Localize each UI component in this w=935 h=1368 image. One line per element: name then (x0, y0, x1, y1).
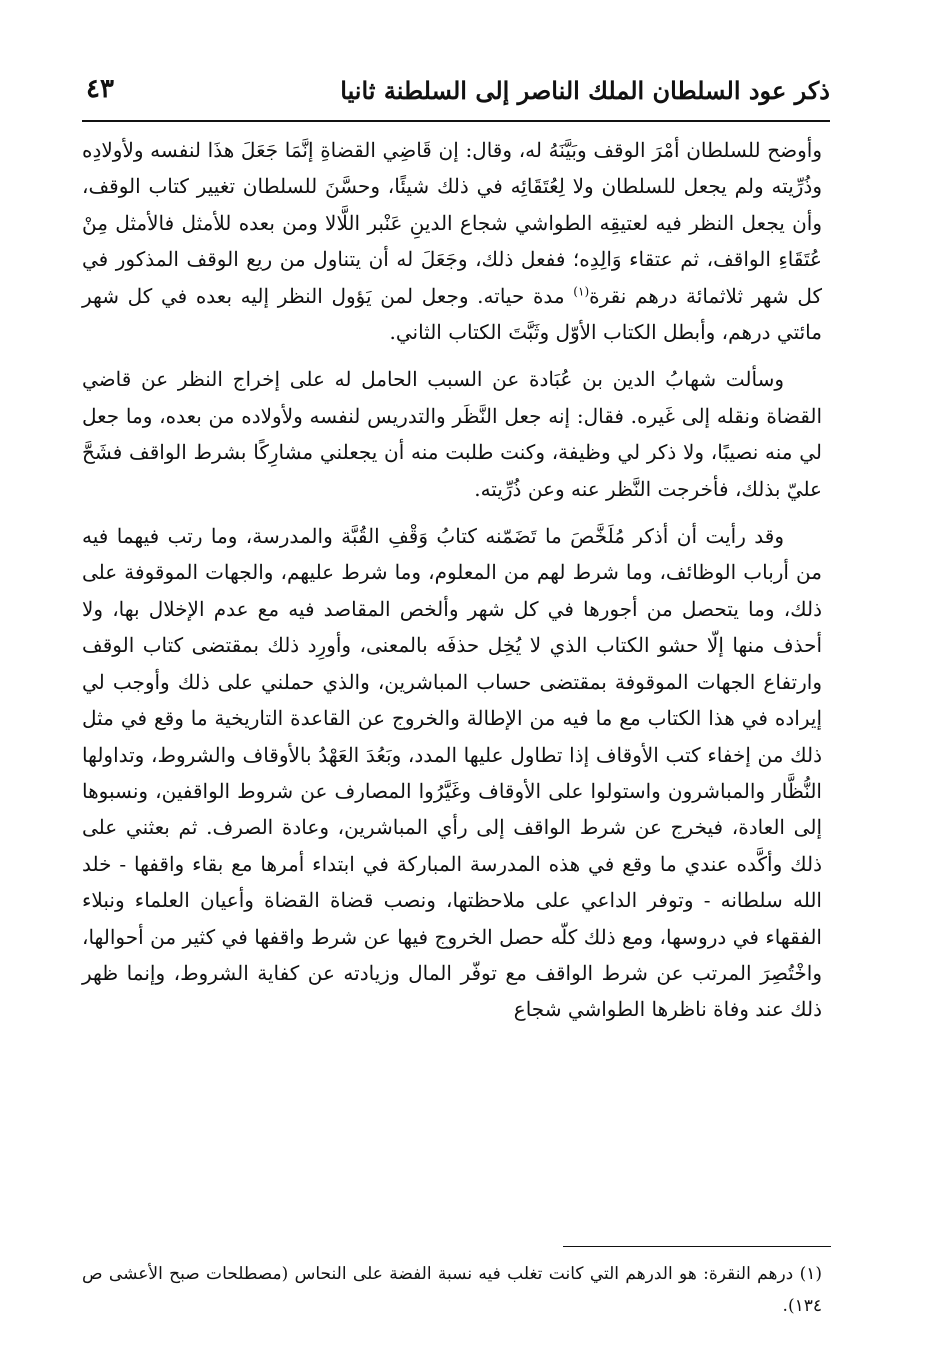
footnote-reference: (١) (573, 283, 590, 298)
footnote-divider (563, 1246, 831, 1247)
paragraph-1-text-a: وأوضح للسلطان أمْرَ الوقف وبَيَّنَهُ له، وقال: إن قَاضِي القضاةِ إنَّمَا جَعَلَ هذَا لنفسه ولأولادِه وذُرِّيته ولم يجعل للسلطان ولا لِعُتَقَائِه في ذلك شيئًا، وحسَّنَ للسلطان تغيير كتاب الوقف، وأن يجعل النظر فيه لعتيقِه الطواشي شجاع الدينِ عَنْبر اللَّالا ومن بعده للأمثل فالأمثل مِنْ عُتَقَاءِ الواقف، ثم عتقاء وَالِدِه؛ ففعل ذلك، وجَعَلَ له أن يتناول من ريع الوقف المذكور في كل شهر ثلاثمائة درهم نقرة (82, 138, 822, 308)
running-header (82, 70, 830, 114)
paragraph-1-text-b: مدة حياته. وجعل لمن يَؤول النظر إليه بعده في كل شهر مائتي درهم، وأبطل الكتاب الأوّل وثَبَّتَ الكتاب الثاني. (82, 283, 822, 345)
paragraph-1 (82, 132, 822, 350)
paragraph-3: وقد رأيت أن أذكر مُلَخَّصَ ما تَضَمّنه كتابُ وَقْفِ القُبَّة والمدرسة، وما رتب فيهما فيه من أرباب الوظائف، وما شرط لهم من المعلوم، وما شرط عليهم، والجهات الموقوفة على ذلك، وما يتحصل من أجورها في كل شهر وألخص المقاصد فيه مع عدم الإخلال بها، ولا أحذف منها إلّا حشو الكتاب الذي لا يُخِل حذفَه بالمعنى، وأورِد ذلك بمقتضى كتاب الوقف وارتفاع الجهات الموقوفة بمقتضى حساب المباشرين، والذي حملني على ذلك وأوجب لي إيراده في هذا الكتاب مع ما فيه من الإطالة والخروج عن القاعدة التاريخية ما وقع في مثل ذلك من إخفاء كتب الأوقاف إذا تطاول عليها المدد، وبَعُدَ العَهْدُ بالأوقاف والشروط، وتداولها النُّظَّار والمباشرون واستولوا على الأوقاف وغَيَّرُوا المصارف عن شروط الواقفين، ونسبوها إلى العادة، فيخرج عن شرط الواقف إلى رأي المباشرين، وعادة الصرف. ثم بعثني على ذلك وأكَّده عندي ما وقع في هذه المدرسة المباركة في ابتداء أمرها مع بقاء واقفها - خلد الله سلطانه - وتوفر الداعي على ملاحظتها، ونصب قضاة القضاة وأعيان العلماء ونبلاء الفقهاء في دروسها، ومع ذلك كلّه حصل الخروج فيها عن شرط واقفها في كثير من أحوالها، واخْتُصِرَ المرتب عن شرط الواقف مع توفّر المال وزيادته عن كفاية الشروط، وإنما ظهر ذلك عند وفاة ناظرها الطواشي شجاع (82, 524, 823, 1022)
running-title: ذكر عود السلطان الملك الناصر إلى السلطنة ثانيا (340, 76, 830, 105)
paragraph-2: وسألت شهابُ الدين بن عُبَادة عن السبب الحامل له على إخراج النظر عن قاضي القضاة ونقله إلى غَيره. فقال: إنه جعل النَّظَر والتدريس لنفسه ولأولاده من بعده، وما جعل لي منه نصيبًا، ولا ذكر لي وظيفة، وكنت طلبت منه أن يجعلني مشارِكًا بشرط الواقف فشَحَّ عليّ بذلك، فأخرجت النَّظر عنه وعن ذُرِّيته. (82, 367, 822, 501)
main-text (82, 132, 822, 1039)
page-number: ٤٣ (86, 74, 114, 104)
footnote: (١) درهم النقرة: هو الدرهم التي كانت تغلب فيه نسبة الفضة على النحاس (مصطلحات صبح الأعشى ص ١٣٤). (82, 1264, 822, 1316)
header-divider (82, 120, 830, 122)
